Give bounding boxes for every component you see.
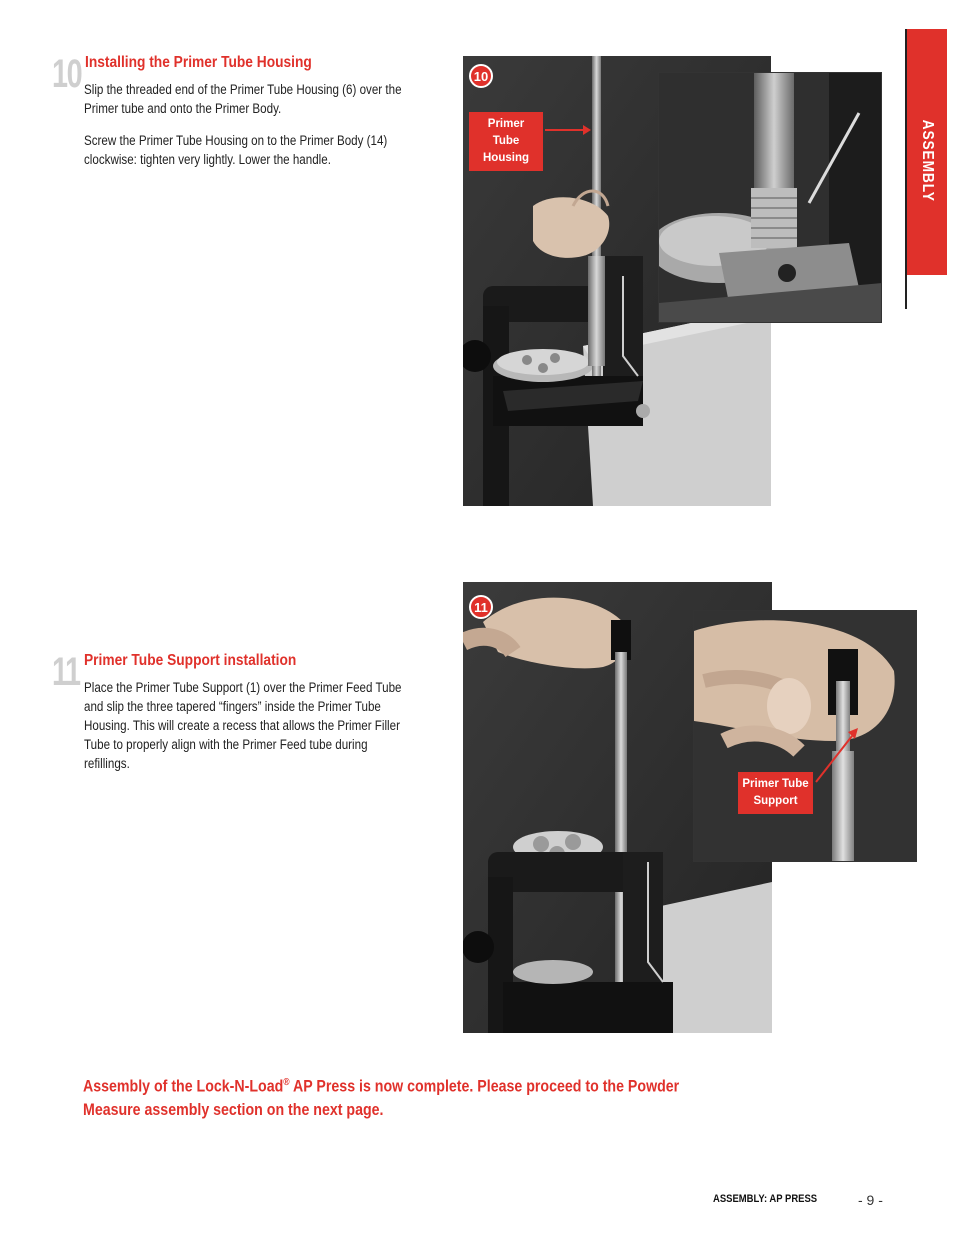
step-10-number: 10 (52, 52, 82, 96)
primer-tube-housing-callout (469, 112, 543, 171)
callout-line: Primer Tube (487, 118, 525, 147)
callout-arrow-icon (812, 726, 862, 786)
primer-tube-support-callout (738, 772, 813, 814)
completion-note (83, 1071, 685, 1122)
step-11-number: 11 (52, 650, 80, 694)
section-tab-label: ASSEMBLY (919, 119, 936, 202)
step-10-photo-badge: 10 (469, 64, 493, 88)
step-10-paragraph: Slip the threaded end of the Primer Tube Housing (6) over the Primer tube and onto the Primer Body. (84, 82, 402, 116)
step-11-paragraph: Place the Primer Tube Support (1) over the Primer Feed Tube and slip the three tapered “fingers” inside the Primer Tube Housing. This will create a recess that allows the Primer Filler Tube to properly align with the Primer Feed tube during refillings. (84, 680, 402, 771)
housing-closeup-illustration (659, 73, 882, 323)
callout-line: Primer Tube (742, 778, 809, 790)
step-10-inset-photo (658, 72, 882, 323)
page-number: - 9 - (858, 1192, 883, 1208)
footer-section-label: ASSEMBLY: AP PRESS (713, 1193, 818, 1205)
registered-mark: ® (283, 1077, 290, 1088)
step-10-title: Installing the Primer Tube Housing (85, 54, 312, 71)
support-closeup-illustration (694, 611, 917, 862)
step-11-photo-badge: 11 (469, 595, 493, 619)
step-11-body (84, 678, 407, 786)
step-10-paragraph: Screw the Primer Tube Housing on to the Primer Body (14) clockwise: tighten very lightly. Lower the handle. (84, 133, 388, 167)
section-tab (907, 29, 947, 275)
callout-line: Housing (483, 152, 529, 164)
step-11-inset-photo (693, 610, 917, 862)
completion-note-text: Assembly of the Lock-N-Load (83, 1077, 284, 1096)
callout-arrow-icon (543, 124, 593, 136)
step-10-body (84, 80, 402, 182)
completion-note-text: AP Press is now complete. Please proceed to the Powder Measure assembly section on the next page. (83, 1077, 680, 1119)
step-11-title: Primer Tube Support installation (84, 652, 297, 669)
callout-line: Support (753, 795, 798, 807)
